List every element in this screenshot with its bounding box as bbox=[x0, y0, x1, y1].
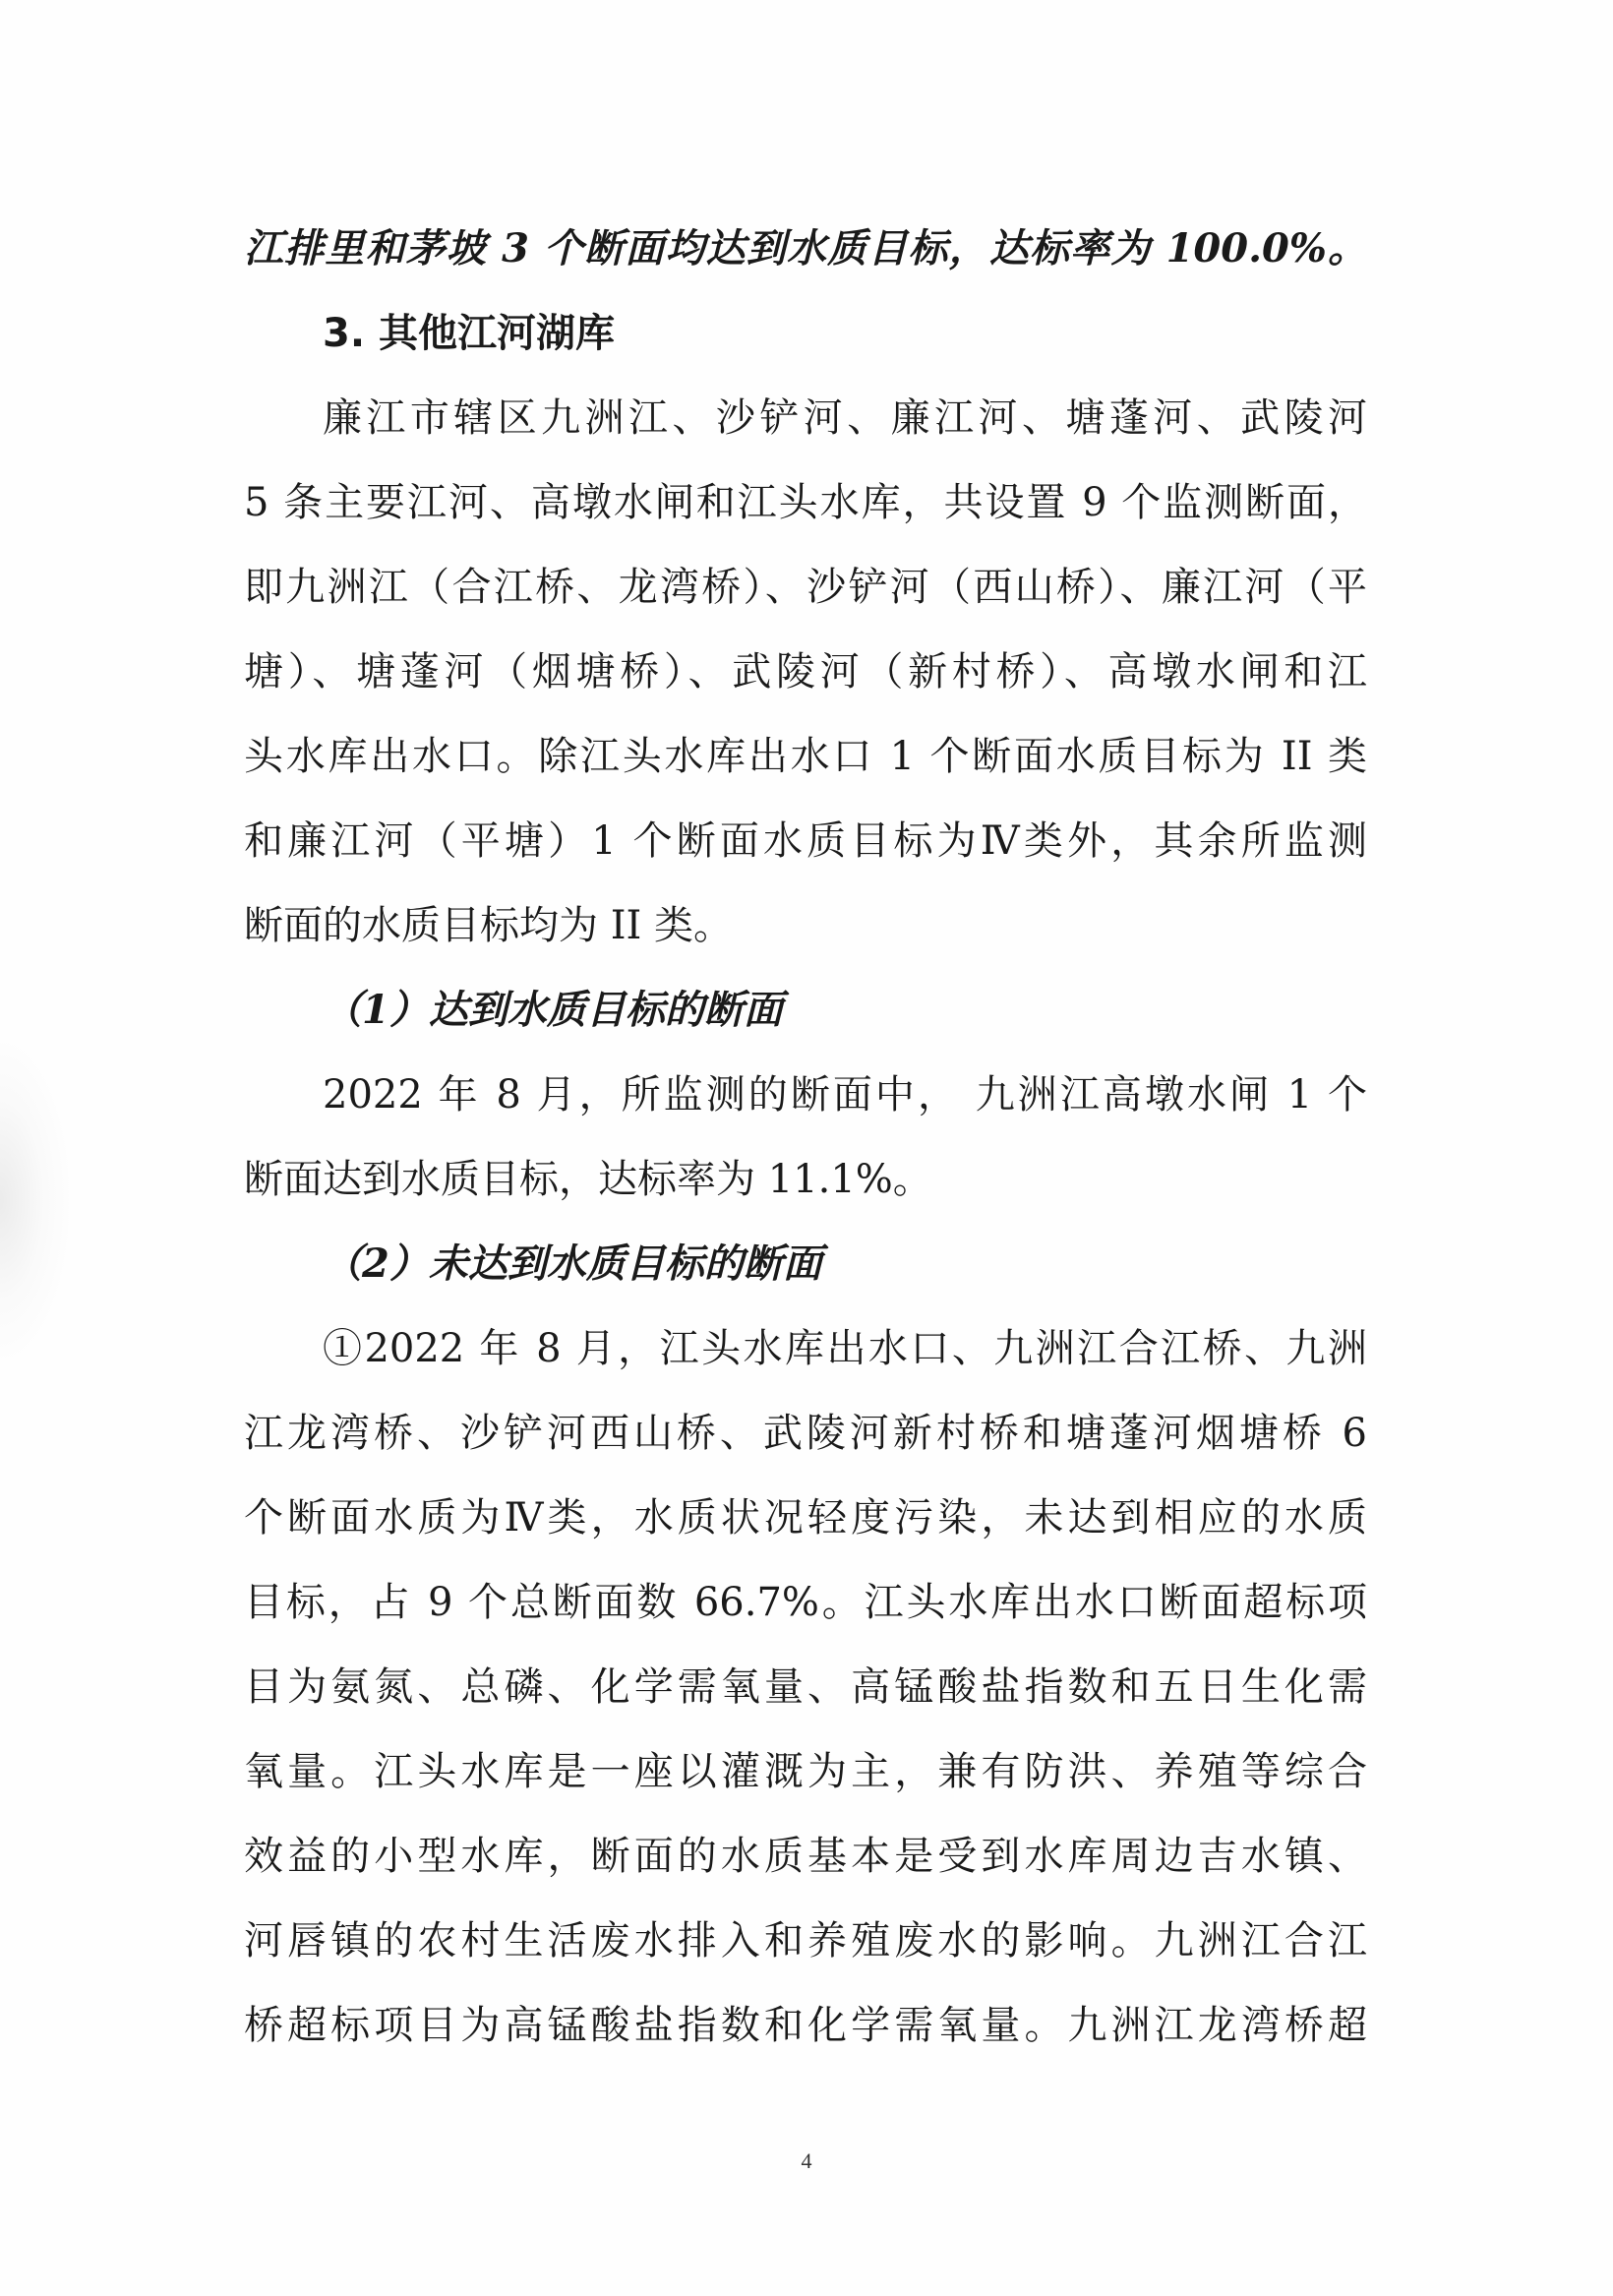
body-line: 和廉江河（平塘）1 个断面水质目标为Ⅳ类外，其余所监测 bbox=[244, 818, 1367, 864]
body-line: 效益的小型水库，断面的水质基本是受到水库周边吉水镇、 bbox=[244, 1834, 1367, 1879]
body-line: 目标，占 9 个总断面数 66.7%。江头水库出水口断面超标项 bbox=[244, 1580, 1367, 1625]
body-line: 头水库出水口。除江头水库出水口 1 个断面水质目标为 II 类 bbox=[244, 734, 1367, 779]
body-line: 桥超标项目为高锰酸盐指数和化学需氧量。九洲江龙湾桥超 bbox=[244, 2003, 1367, 2048]
section-heading: 3. 其他江河湖库 bbox=[323, 311, 615, 356]
scan-mark bbox=[0, 1043, 69, 1358]
document-body bbox=[244, 207, 1367, 2068]
subsection-heading: （1）达到水质目标的断面 bbox=[323, 987, 783, 1033]
body-line: 江龙湾桥、沙铲河西山桥、武陵河新村桥和塘蓬河烟塘桥 6 bbox=[244, 1411, 1367, 1456]
page-number: 4 bbox=[801, 2148, 812, 2173]
body-line: 5 条主要江河、高墩水闸和江头水库，共设置 9 个监测断面， bbox=[244, 480, 1367, 525]
body-line: ①2022 年 8 月，江头水库出水口、九洲江合江桥、九洲 bbox=[323, 1326, 1367, 1371]
body-line: 目为氨氮、总磷、化学需氧量、高锰酸盐指数和五日生化需 bbox=[244, 1664, 1367, 1710]
body-line: 廉江市辖区九洲江、沙铲河、廉江河、塘蓬河、武陵河 bbox=[323, 395, 1367, 441]
body-line: 断面的水质目标均为 II 类。 bbox=[244, 903, 734, 948]
body-line: 氧量。江头水库是一座以灌溉为主，兼有防洪、养殖等综合 bbox=[244, 1749, 1367, 1794]
subsection-heading: （2）未达到水质目标的断面 bbox=[323, 1240, 822, 1287]
body-line: 断面达到水质目标，达标率为 11.1%。 bbox=[244, 1157, 932, 1202]
body-line: 河唇镇的农村生活废水排入和养殖废水的影响。九洲江合江 bbox=[244, 1918, 1367, 1964]
body-line: 塘）、塘蓬河（烟塘桥）、武陵河（新村桥）、高墩水闸和江 bbox=[244, 649, 1367, 695]
body-line: 江排里和茅坡 3 个断面均达到水质目标，达标率为 100.0%。 bbox=[244, 225, 1367, 272]
body-line: 即九洲江（合江桥、龙湾桥）、沙铲河（西山桥）、廉江河（平 bbox=[244, 565, 1367, 610]
body-line: 2022 年 8 月，所监测的断面中， 九洲江高墩水闸 1 个 bbox=[323, 1072, 1367, 1118]
body-line: 个断面水质为Ⅳ类，水质状况轻度污染，未达到相应的水质 bbox=[244, 1495, 1367, 1541]
